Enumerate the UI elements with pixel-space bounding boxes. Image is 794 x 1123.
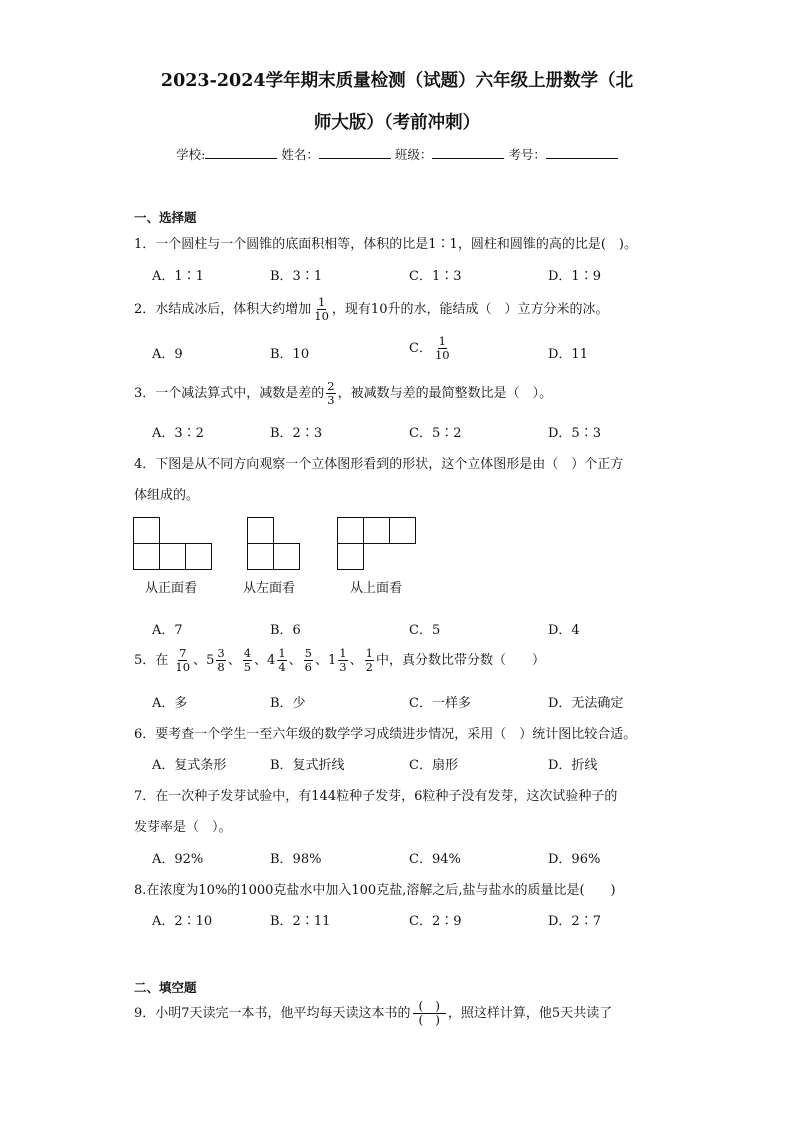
q2-option-b[interactable]: B．10 xyxy=(270,347,310,362)
q5-mixed-2 xyxy=(267,647,289,674)
q1-option-a[interactable]: A．1∶1 xyxy=(152,269,204,284)
q5-m3-whole: 1 xyxy=(328,653,337,668)
q3-text-pre: 3．一个减法算式中，减数是差的 xyxy=(134,386,325,401)
q4-option-a[interactable]: A．7 xyxy=(152,623,183,638)
class-label: 班级： xyxy=(394,147,433,162)
q5-sep: 、 xyxy=(288,653,302,668)
q3-fraction xyxy=(326,380,335,407)
question-6: 6．要考查一个学生一至六年级的数学学习成绩进步情况，采用（ ）统计图比较合适。 xyxy=(134,727,637,742)
school-field[interactable] xyxy=(205,146,277,159)
question-7: 7．在一次种子发芽试验中，有144粒种子发芽，6粒种子没有发芽，这次试验种子的 xyxy=(134,789,618,804)
q7-option-b[interactable]: B．98% xyxy=(270,852,322,867)
q6-option-d[interactable]: D．折线 xyxy=(548,758,598,773)
q5-sep: 、 xyxy=(193,653,207,668)
q3-text-post: ，被减数与差的最简整数比是（ ）。 xyxy=(337,386,553,401)
q5-f3-den: 6 xyxy=(304,660,312,674)
q5-f4-den: 2 xyxy=(365,660,373,674)
q2-text-post: ，现有10升的水，能结成（ ）立方分米的冰。 xyxy=(331,302,609,317)
caption-left-view: 从左面看 xyxy=(243,581,296,596)
q9-frac-denominator: ( ) xyxy=(418,1013,440,1027)
q7-option-d[interactable]: D．96% xyxy=(548,852,601,867)
q9-frac-numerator: ( ) xyxy=(413,1000,446,1014)
q5-sep: 、 xyxy=(315,653,329,668)
q2-option-c-fraction xyxy=(434,335,451,362)
number-field[interactable] xyxy=(546,146,618,159)
name-field[interactable] xyxy=(319,146,391,159)
top-view-figure xyxy=(337,517,417,571)
q4-option-b[interactable]: B．6 xyxy=(270,623,301,638)
q4-option-c[interactable]: C．5 xyxy=(409,623,441,638)
q8-option-c[interactable]: C．2∶9 xyxy=(409,914,462,929)
q1-option-b[interactable]: B．3∶1 xyxy=(270,269,323,284)
section-heading-fill: 二、填空题 xyxy=(134,980,197,995)
q6-option-a[interactable]: A．复式条形 xyxy=(152,758,227,773)
q1-option-d[interactable]: D．1∶9 xyxy=(548,269,601,284)
q6-option-b[interactable]: B．复式折线 xyxy=(270,758,345,773)
question-4-line2: 体组成的。 xyxy=(134,488,200,503)
q5-m1-num: 3 xyxy=(217,646,225,660)
q5-fraction-2 xyxy=(243,647,252,674)
q7-option-a[interactable]: A．92% xyxy=(152,852,204,867)
q5-m3-den: 3 xyxy=(339,660,347,674)
q9-blank-fraction[interactable] xyxy=(413,1000,446,1027)
q5-sep: 、 xyxy=(227,653,241,668)
front-view-figure xyxy=(133,517,213,571)
question-5 xyxy=(134,647,545,674)
q5-mixed-1 xyxy=(206,647,228,674)
q5-option-d[interactable]: D．无法确定 xyxy=(548,696,624,711)
question-1: 1．一个圆柱与一个圆锥的底面积相等，体积的比是1∶1，圆柱和圆锥的高的比是( )。 xyxy=(134,237,637,252)
q2-option-c-label: C． xyxy=(409,341,432,356)
class-field[interactable] xyxy=(432,146,504,159)
q5-m1-den: 8 xyxy=(217,660,225,674)
q3-frac-numerator: 2 xyxy=(327,379,335,393)
q5-m1-frac xyxy=(216,647,225,674)
q3-frac-denominator: 3 xyxy=(327,393,335,407)
q8-option-a[interactable]: A．2∶10 xyxy=(152,914,213,929)
question-3 xyxy=(134,380,552,407)
q5-f4-num: 1 xyxy=(365,646,373,660)
q2-option-d[interactable]: D．11 xyxy=(548,347,588,362)
q2-option-c[interactable] xyxy=(409,335,453,362)
q5-m3-num: 1 xyxy=(339,646,347,660)
q5-sep: 、 xyxy=(349,653,363,668)
q2-fraction xyxy=(313,296,330,323)
q5-mixed-3 xyxy=(328,647,350,674)
left-view-figure xyxy=(247,517,301,571)
q5-f1-num: 7 xyxy=(179,646,187,660)
q2-optc-numerator: 1 xyxy=(438,334,446,348)
question-4: 4．下图是从不同方向观察一个立体图形看到的形状，这个立体图形是由（ ）个正方 xyxy=(134,457,624,472)
q5-m2-num: 1 xyxy=(278,646,286,660)
section-heading-choice: 一、选择题 xyxy=(134,210,197,225)
q5-f3-num: 5 xyxy=(304,646,312,660)
name-label: 姓名： xyxy=(281,147,319,162)
number-label: 考号： xyxy=(508,147,546,162)
q3-option-c[interactable]: C．5∶2 xyxy=(409,426,462,441)
q5-option-a[interactable]: A．多 xyxy=(152,696,188,711)
q3-option-a[interactable]: A．3∶2 xyxy=(152,426,204,441)
q5-f1-den: 10 xyxy=(175,660,191,674)
page-title: 2023-2024学年期末质量检测（试题）六年级上册数学（北 xyxy=(160,71,634,91)
question-7-line2: 发芽率是（ ）。 xyxy=(134,820,232,835)
school-label: 学校: xyxy=(176,147,206,162)
question-8: 8.在浓度为10%的1000克盐水中加入100克盐,溶解之后,盐与盐水的质量比是( ) xyxy=(134,883,616,898)
q5-m3-frac xyxy=(338,647,347,674)
q8-option-d[interactable]: D．2∶7 xyxy=(548,914,601,929)
q6-option-c[interactable]: C．扇形 xyxy=(409,758,458,773)
q5-m2-frac xyxy=(277,647,286,674)
q5-text-pre: 5．在 xyxy=(134,653,169,668)
q5-option-b[interactable]: B．少 xyxy=(270,696,306,711)
q5-fraction-3 xyxy=(304,647,313,674)
q3-option-b[interactable]: B．2∶3 xyxy=(270,426,323,441)
q5-fraction-1 xyxy=(174,647,191,674)
q5-f2-num: 4 xyxy=(243,646,252,660)
q2-frac-denominator: 10 xyxy=(314,309,329,323)
q5-text-post: 中，真分数比带分数（ ） xyxy=(375,653,545,668)
q5-m2-whole: 4 xyxy=(267,653,276,668)
q4-option-d[interactable]: D．4 xyxy=(548,623,580,638)
q5-sep: 、 xyxy=(254,653,268,668)
q2-option-a[interactable]: A．9 xyxy=(152,347,183,362)
q2-text-pre: 2．水结成冰后，体积大约增加 xyxy=(134,302,312,317)
q2-optc-denominator: 10 xyxy=(434,348,450,362)
q5-option-c[interactable]: C．一样多 xyxy=(409,696,471,711)
page-title-line2: 师大版）（考前冲刺） xyxy=(313,113,481,133)
question-2 xyxy=(134,296,608,323)
q9-text-pre: 9．小明7天读完一本书，他平均每天读这本书的 xyxy=(134,1006,411,1021)
q3-option-d[interactable]: D．5∶3 xyxy=(548,426,601,441)
q7-option-c[interactable]: C．94% xyxy=(409,852,461,867)
q5-m1-whole: 5 xyxy=(206,653,215,668)
q5-m2-den: 4 xyxy=(278,660,286,674)
caption-front-view: 从正面看 xyxy=(145,581,198,596)
q1-option-c[interactable]: C．1∶3 xyxy=(409,269,462,284)
info-line xyxy=(0,145,794,163)
q9-text-post: ，照这样计算，他5天共读了 xyxy=(447,1006,613,1021)
question-9 xyxy=(134,1000,612,1027)
q5-fraction-4 xyxy=(365,647,374,674)
q5-f2-den: 5 xyxy=(243,660,252,674)
q8-option-b[interactable]: B．2∶11 xyxy=(270,914,331,929)
caption-top-view: 从上面看 xyxy=(350,581,403,596)
q2-frac-numerator: 1 xyxy=(317,295,326,309)
